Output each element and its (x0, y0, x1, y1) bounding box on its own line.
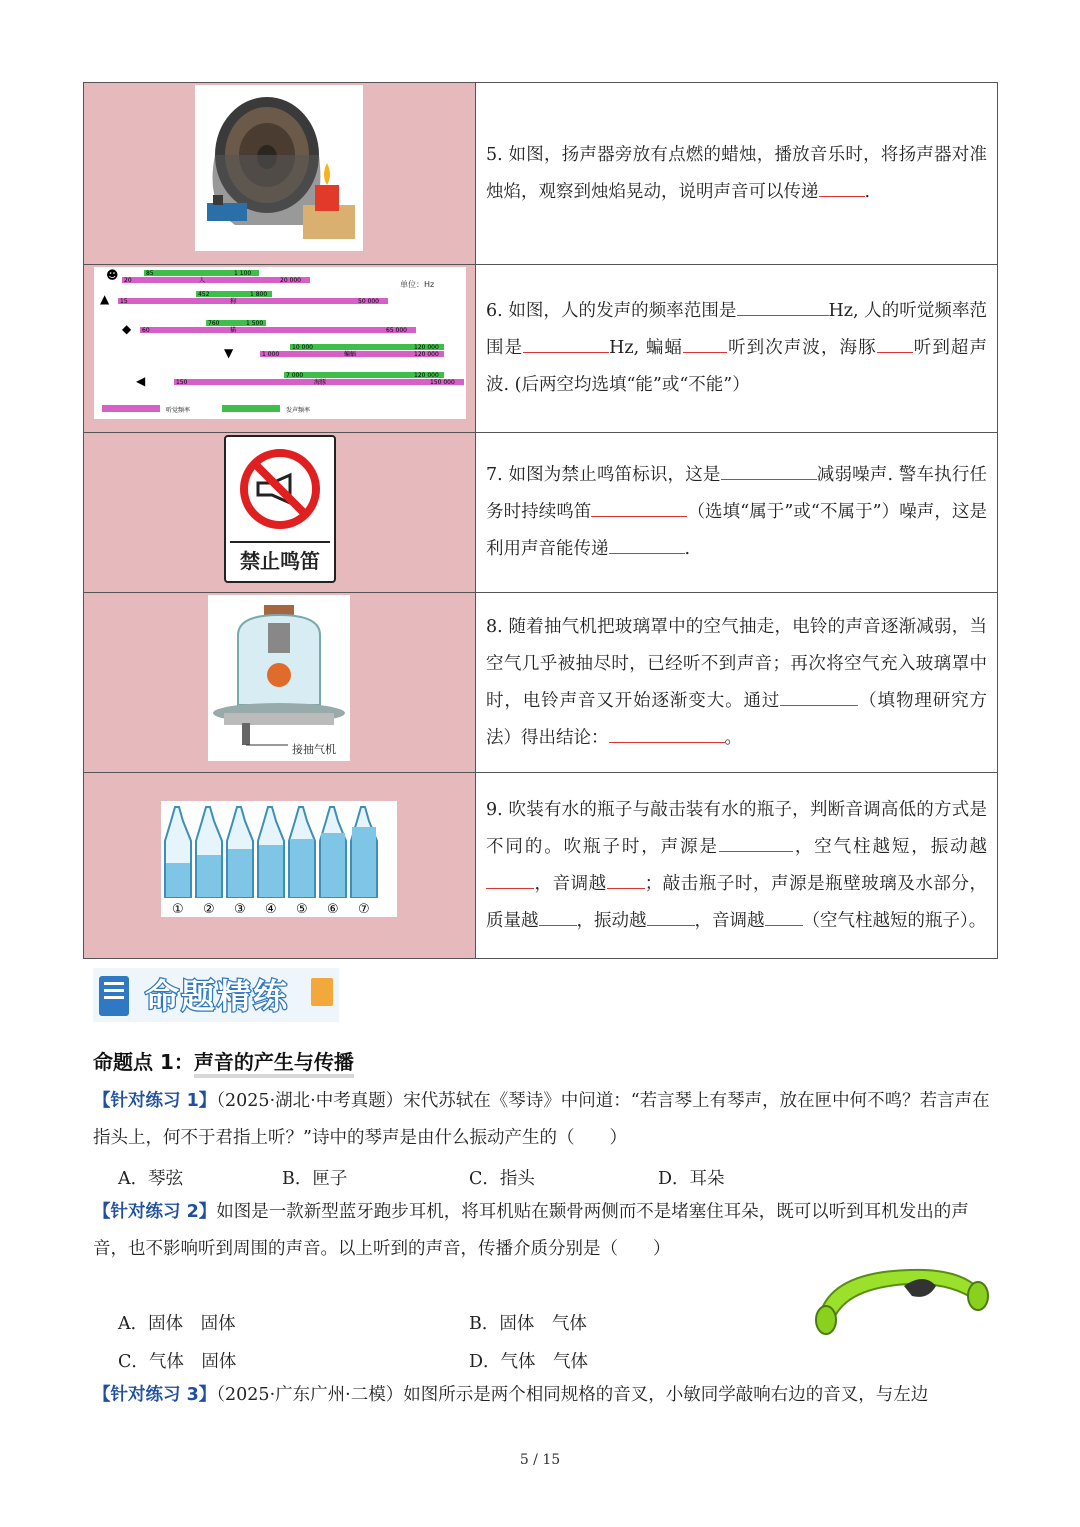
q8-part: （填物理研究方法）得出结论： (486, 690, 988, 748)
speaker-candle-image (195, 85, 363, 251)
question-9-cell (476, 773, 998, 959)
pump-label: 接抽气机 (292, 743, 336, 756)
dolphin-icon: ◀ (136, 374, 146, 388)
question-6-text (486, 293, 987, 404)
tick-label: 85 (146, 270, 154, 277)
bottle-number: ⑥ (327, 902, 339, 917)
legend-hear-swatch (102, 405, 160, 412)
bottle-number: ③ (234, 902, 246, 917)
exercise-tag: 【针对练习 3】 (93, 1385, 217, 1405)
exercise-text: （2025·广东广州·二模）如图所示是两个相同规格的音叉，小敏同学敲响右边的音叉，与左边 (216, 1385, 929, 1405)
animal-label: 海豚 (314, 379, 327, 386)
tick-label: 120 000 (414, 351, 439, 358)
legend-hear-label: 听觉频率 (166, 407, 191, 414)
exercise-3 (93, 1377, 993, 1414)
tick-label: 65 000 (386, 327, 407, 334)
q6-part: 听到次声波，海豚 (727, 338, 877, 358)
question-table (83, 82, 998, 959)
q5-part: 5. 如图，扬声器旁放有点燃的蜡烛，播放音乐时，将扬声器对准烛焰，观察到烛焰晃动，说明声音可以传递 (486, 144, 987, 202)
bottle-number: ② (203, 902, 215, 917)
hear-bar (140, 327, 416, 333)
animal-label: 狗 (230, 298, 237, 305)
option-b[interactable]: B．匣子 (282, 1169, 348, 1189)
tick-label: 1 100 (234, 270, 252, 277)
bottle-number: ⑤ (296, 902, 308, 917)
tick-label: 50 000 (358, 298, 379, 305)
q6-part: Hz, 蝙蝠 (609, 338, 683, 358)
dog-icon: ▲ (100, 292, 110, 306)
cat-icon: ◆ (122, 322, 132, 336)
answer-blank[interactable] (819, 174, 865, 197)
badge-title: 命题精练 (145, 977, 289, 1017)
answer-blank[interactable] (539, 903, 577, 926)
q8-part: 。 (724, 727, 742, 748)
answer-blank[interactable] (609, 531, 685, 554)
table-row (84, 773, 998, 959)
animal-label: 猫 (230, 327, 237, 334)
water-bottles-image (161, 801, 397, 917)
animal-label: 蝙蝠 (344, 351, 357, 358)
bottle-number: ④ (265, 902, 277, 917)
q9-part: ；敲击瓶子时，声源是瓶壁玻璃及水部分，质量越 (486, 873, 987, 931)
section-badge (93, 968, 339, 1022)
exercise-1 (93, 1083, 993, 1157)
question-6-cell (476, 265, 998, 433)
tick-label: 1 500 (246, 320, 264, 327)
q9-part: ，振动越 (576, 910, 647, 931)
answer-blank[interactable] (591, 494, 687, 517)
bat-icon: ▼ (224, 346, 234, 360)
question-7-cell (476, 433, 998, 593)
image-cell (84, 265, 476, 433)
table-row (84, 593, 998, 773)
bottle-number: ① (172, 902, 184, 917)
answer-blank[interactable] (780, 683, 858, 706)
tick-label: 760 (208, 320, 220, 327)
answer-blank[interactable] (877, 330, 913, 353)
page-number: 5 / 15 (519, 1452, 561, 1468)
answer-blank[interactable] (683, 330, 727, 353)
section-heading (93, 1046, 354, 1075)
image-cell (84, 83, 476, 265)
frequency-range-chart (94, 267, 466, 419)
table-row (84, 265, 998, 433)
hear-bar (118, 298, 388, 304)
tick-label: 1 800 (250, 291, 268, 298)
q9-part: （空气柱越短的瓶子）。 (802, 910, 987, 931)
bottle-number: ⑦ (358, 902, 370, 917)
answer-blank[interactable] (523, 330, 609, 353)
q7-part: 7. 如图为禁止鸣笛标识，这是 (486, 465, 721, 485)
table-row (84, 83, 998, 265)
tick-label: 60 (142, 327, 150, 334)
question-5-text (486, 137, 987, 211)
table-row (84, 433, 998, 593)
person-icon: ☻ (106, 268, 119, 282)
tick-label: 7 000 (286, 372, 304, 379)
answer-blank[interactable] (486, 866, 534, 889)
image-cell (84, 593, 476, 773)
option-d[interactable]: D．气体 气体 (469, 1352, 589, 1372)
q9-part: 9. 吹装有水的瓶子与敲击装有水的瓶子，判断音调高低的方式是不同的。吹瓶子时，声源是 (486, 799, 987, 857)
q7-part: 减弱噪声. 警车执行任务时持续鸣笛 (486, 465, 988, 522)
answer-blank[interactable] (719, 829, 793, 852)
answer-blank[interactable] (765, 903, 803, 926)
animal-label: 人 (199, 277, 206, 284)
option-d[interactable]: D．耳朵 (658, 1169, 725, 1189)
option-c[interactable]: C．气体 固体 (118, 1352, 237, 1372)
q9-part: ，音调越 (694, 910, 765, 931)
option-b[interactable]: B．固体 气体 (469, 1314, 587, 1334)
tick-label: 20 000 (280, 277, 301, 284)
question-5-cell (476, 83, 998, 265)
q9-part: ，音调越 (534, 873, 607, 894)
tick-label: 20 (124, 277, 132, 284)
q5-part: . (864, 181, 871, 202)
q7-part: （选填“属于”或“不属于”）噪声，这是利用声音能传递 (486, 502, 988, 559)
exercise-2 (93, 1194, 993, 1268)
question-9-text (486, 792, 987, 940)
section-title: 声音的产生与传播 (194, 1050, 354, 1078)
tick-label: 120 000 (414, 372, 439, 379)
sign-caption: 禁止鸣笛 (230, 541, 330, 579)
legend-emit-swatch (222, 405, 280, 412)
answer-blank[interactable] (721, 457, 817, 480)
exercise-text: 如图是一款新型蓝牙跑步耳机，将耳机贴在颞骨两侧而不是堵塞住耳朵，既可以听到耳机发出的声音，也不影响听到周围的声音。以上听到的声音，传播介质分别是（ ） (93, 1202, 969, 1259)
bell-jar-image (208, 595, 350, 761)
chart-unit-label: 单位：Hz (400, 280, 435, 289)
answer-blank[interactable] (647, 903, 695, 926)
question-8-cell (476, 593, 998, 773)
section-prefix: 命题点 1： (93, 1050, 194, 1074)
option-a[interactable]: A．固体 固体 (118, 1314, 236, 1334)
option-c[interactable]: C．指头 (469, 1169, 535, 1189)
exercise-tag: 【针对练习 1】 (93, 1091, 217, 1111)
question-7-text (486, 457, 987, 568)
pencil-icon (311, 978, 333, 1006)
q9-part: ，空气柱越短，振动越 (792, 836, 988, 857)
q8-part: 8. 随着抽气机把玻璃罩中的空气抽走，电铃的声音逐渐减弱，当空气几乎被抽尽时，已经听不到声音；再次将空气充入玻璃罩中时，电铃声音又开始逐渐变大。通过 (486, 616, 987, 711)
q6-part: 6. 如图，人的发声的频率范围是 (486, 301, 737, 321)
bone-conduction-headphone-image (812, 1262, 992, 1340)
tick-label: 10 000 (292, 344, 313, 351)
q7-part: . (684, 539, 691, 559)
exercise-tag: 【针对练习 2】 (93, 1202, 217, 1222)
image-cell (84, 433, 476, 593)
legend-emit-label: 发声频率 (286, 407, 311, 414)
tick-label: 150 (176, 379, 188, 386)
answer-blank[interactable] (609, 720, 725, 743)
tick-label: 15 (120, 298, 128, 305)
q6-part: 听到超声波. (后两空均选填“能”或“不能”） (486, 338, 988, 395)
answer-blank[interactable] (607, 866, 645, 889)
tick-label: 120 000 (414, 344, 439, 351)
tick-label: 452 (198, 291, 210, 298)
question-8-text (486, 609, 987, 757)
q6-part: Hz, 人的听觉频率范围是 (486, 301, 987, 358)
no-honking-sign (224, 435, 336, 583)
image-cell (84, 773, 476, 959)
answer-blank[interactable] (737, 293, 829, 316)
tick-label: 1 000 (262, 351, 280, 358)
exercise-text: （2025·湖北·中考真题）宋代苏轼在《琴诗》中问道：“若言琴上有琴声，放在匣中何不鸣？若言声在指头上，何不于君指上听？”诗中的琴声是由什么振动产生的（ ） (93, 1091, 990, 1148)
tick-label: 150 000 (430, 379, 455, 386)
bottle-row (165, 807, 377, 897)
option-a[interactable]: A．琴弦 (118, 1169, 184, 1189)
